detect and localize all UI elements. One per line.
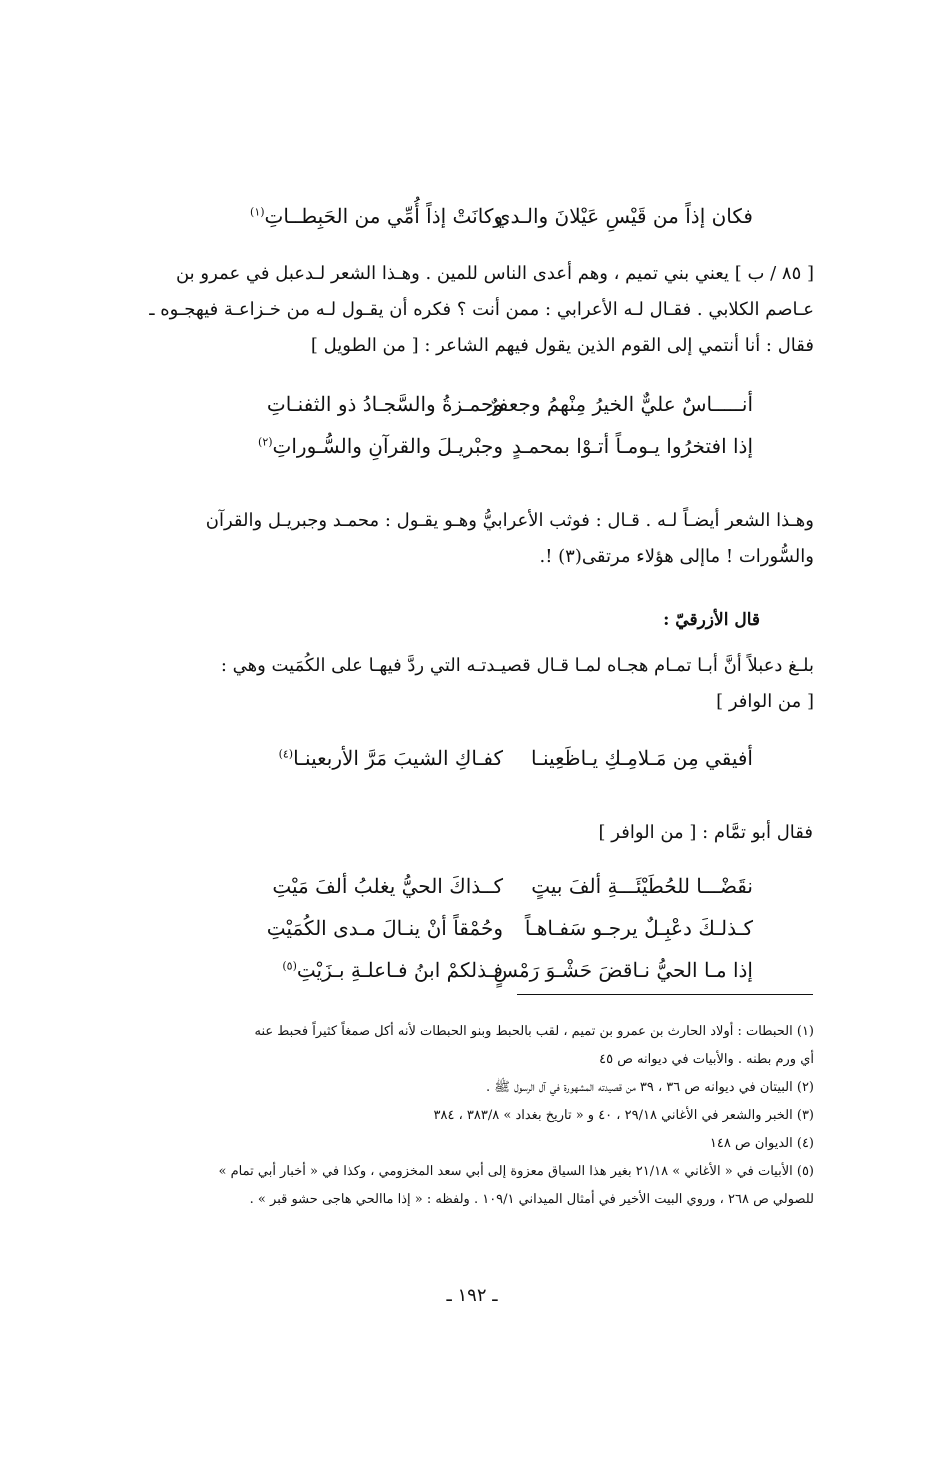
verse-hemistich-2: وحُمْقاً أنْ ينـالَ مـدى الكُمَيْتِ bbox=[266, 916, 503, 940]
verse-hemistich-2: وكانَتْ إذاً أُمِّي من الحَبِطــاتِ$^{(١)}$ bbox=[250, 204, 503, 228]
verse-hemistich-2: فـذلكمْ ابنُ فـاعلـةِ بـزَيْتِ$^{(٥)}$ bbox=[282, 958, 503, 982]
paragraph-1 bbox=[118, 256, 814, 364]
verse-hemistich-2: وحمـزةُ والسَّجـادُ ذو الثفنـاتِ bbox=[266, 392, 503, 416]
verse-hemistich-1: إذا مـا الحيُّ نـاقضَ حَشْـوَ رَمْسٍ bbox=[493, 958, 753, 982]
verse-5 bbox=[183, 866, 753, 906]
verse-hemistich-1: كـذلـكَ دعْبِـلٌ يرجـو سَفـاهـاً bbox=[524, 916, 753, 940]
verse-hemistich-2: وجبْريـلَ والقرآنِ والسُّـوراتِ$^{(٢)}$ bbox=[258, 434, 503, 458]
verse-hemistich-1: أنـــــاسٌ عليٌّ الخيرُ مِنْهمُ وجعفرٌ bbox=[487, 392, 753, 416]
page-number: ـ ١٩٢ ـ bbox=[446, 1285, 498, 1306]
text-line: والسُّورات ! ماإلى هؤلاء مرتقى(٣) !. bbox=[539, 546, 814, 567]
footnote-line: أي ورم بطنه . والأبيات في ديوانه ص ٤٥ bbox=[599, 1052, 814, 1067]
verse-4 bbox=[183, 738, 753, 778]
footnotes bbox=[118, 1018, 814, 1214]
verse-6 bbox=[183, 908, 753, 948]
text-line: [ ٨٥ / ب ] يعني بني تميم ، وهم أعدى الناس للمين . وهـذا الشعر لـدعبل في عمرو بن bbox=[175, 263, 814, 284]
footnote-ref: (٥) bbox=[282, 959, 297, 973]
section-heading: فقال أبو تمَّام : [ من الوافر ] bbox=[598, 822, 813, 843]
footnote-ref: (٤) bbox=[278, 747, 294, 761]
verse-2 bbox=[183, 384, 753, 424]
text-line: فقال : أنا أنتمي إلى القوم الذين يقول فيهم الشاعر : [ من الطويل ] bbox=[310, 335, 814, 356]
text-line: [ من الوافر ] bbox=[716, 691, 814, 712]
footnote-line: (٣) الخبر والشعر في الأغاني ٢٩/١٨ ، ٤٠ و « تاريخ بغداد » ٣٨٣/٨ ، ٣٨٤ bbox=[433, 1108, 814, 1123]
text-line: بلـغ دعبلاً أنَّ أبـا تمـام هجـاه لمـا قـال قصيـدتـه التي ردَّ فيهـا على الكُمَيت وهي : bbox=[220, 655, 814, 676]
verse-3 bbox=[183, 426, 753, 466]
footnote-ref: (١) bbox=[250, 205, 265, 219]
footnote-line: (٢) البيتان في ديوانه ص ٣٦ ، ٣٩ من قصيدته المشهورة في آل الرسول ﷺ . bbox=[486, 1080, 814, 1095]
verse-hemistich-2: كــذاكَ الحيُّ يغلبُ ألفَ مَيْتِ bbox=[272, 874, 503, 898]
text-line: عـاصم الكلابي . فقـال لـه الأعرابي : ممن أنت ؟ فكره أن يقـول لـه من خـزاعـة فيهجـوه ـ bbox=[149, 299, 814, 320]
footnote-line: (٥) الأبيات في « الأغاني » ٢١/١٨ بغير هذا السياق معزوة إلى أبي سعد المخزومي ، وكذا في « أخبار أبي تمام » bbox=[218, 1164, 814, 1179]
footnote-line: (٤) الديوان ص ١٤٨ bbox=[709, 1136, 814, 1151]
footnote-separator bbox=[517, 994, 813, 995]
verse-hemistich-1: فكان إذاً من قَيْسِ عَيْلانَ والـدي bbox=[494, 204, 753, 228]
footnote-ref: (٢) bbox=[258, 435, 273, 449]
verse-1 bbox=[183, 196, 753, 236]
paragraph-3 bbox=[118, 648, 814, 720]
footnote-line: للصولي ص ٢٦٨ ، وروي البيت الأخير في أمثال الميداني ١٠٩/١ . ولفظه : « إذا ماالحي هاجى حشو قبر » . bbox=[249, 1192, 814, 1207]
verse-7 bbox=[183, 950, 753, 990]
paragraph-2 bbox=[118, 503, 814, 575]
verse-hemistich-1: أفيقي مِن مَـلامِـكِ يـاظَعِينـا bbox=[531, 746, 753, 770]
verse-hemistich-2: كفـاكِ الشيبَ مَرَّ الأربعينـا$^{(٤)}$ bbox=[278, 746, 503, 770]
section-heading: قال الأزرقيّ : bbox=[663, 610, 760, 630]
text-line: وهـذا الشعر أيضـاً لـه . قـال : فوثب الأعرابيُّ وهـو يقـول : محمـد وجبريـل والقرآن bbox=[205, 510, 814, 531]
verse-hemistich-1: إذا افتخرُوا يـومـاً أتـوْا بمحمـدٍ bbox=[511, 434, 753, 458]
footnote-line: (١) الحبطات : أولاد الحارث بن عمرو بن تميم ، لقب بالحبط وبنو الحبطات لأنه أكل صمغاً كثيراً فحبط عنه bbox=[254, 1024, 814, 1039]
verse-hemistich-1: نقَضْـــا للحُطَيْئَـــةِ ألفَ بيتٍ bbox=[531, 874, 753, 898]
